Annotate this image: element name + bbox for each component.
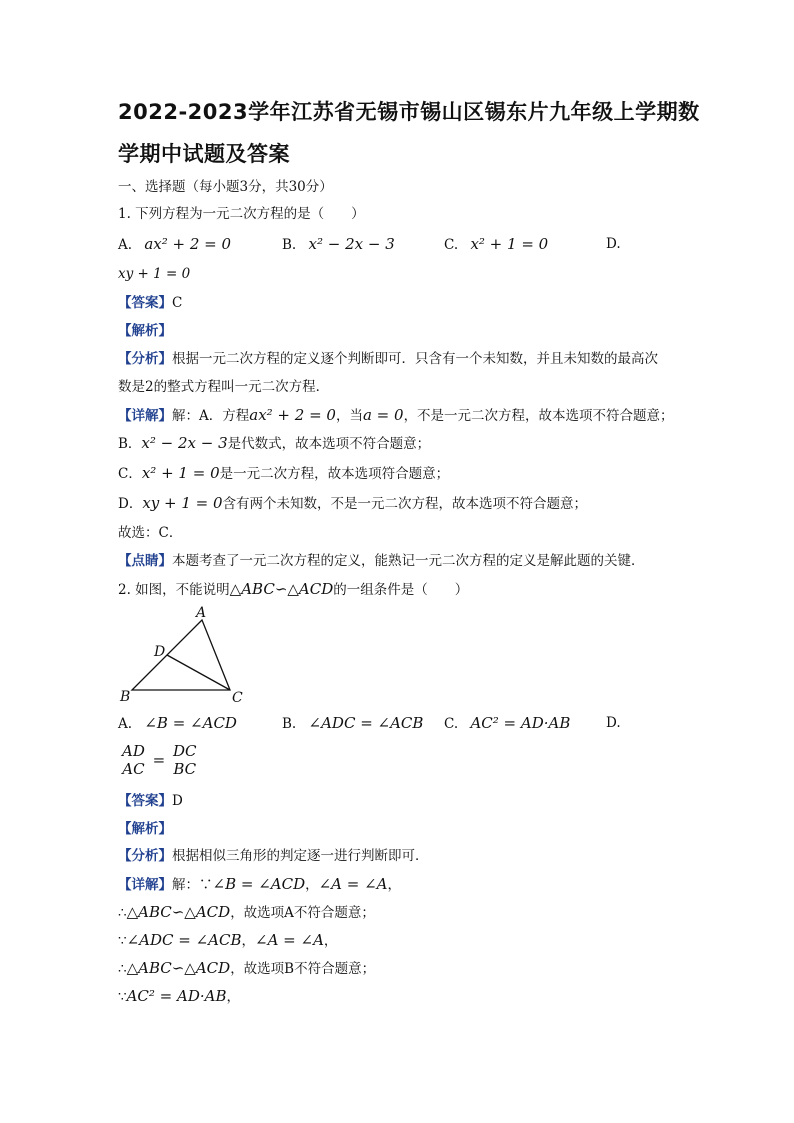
q1-option-a	[118, 234, 231, 255]
q2-stem-math: △ABC∽△ACD	[229, 580, 334, 598]
q1-analysis-tag	[118, 321, 172, 341]
q2-option-c	[444, 713, 570, 734]
q2-option-a	[118, 713, 237, 734]
q2-option-a-label: A.	[118, 716, 133, 732]
q2-answer	[118, 791, 183, 811]
q2-answer-tag: 【答案】	[118, 793, 172, 809]
q2-option-c-math: AC² = AD·AB	[470, 714, 571, 732]
q2-xiangjie-line3	[118, 930, 337, 951]
fraction-equals: =	[152, 751, 166, 769]
q1-xj-d-text1: D．	[118, 496, 143, 512]
q2-l2-text2: ，故选项A不符合题意；	[230, 905, 375, 921]
q2-option-c-label: C.	[444, 716, 459, 732]
q1-answer-tag: 【答案】	[118, 295, 172, 311]
q2-stem-text2: 的一组条件是（ ）	[333, 582, 469, 598]
q2-stem	[118, 579, 468, 600]
q2-l1-text3: ，	[387, 877, 402, 893]
q1-option-c-math: x² + 1 = 0	[470, 235, 549, 253]
q2-analysis-label: 【解析】	[118, 821, 172, 837]
vertex-d-label: D	[154, 644, 166, 660]
q1-option-b-math: x² − 2x − 3	[308, 235, 395, 253]
q2-option-d-fraction	[122, 742, 197, 778]
q1-stem: 1. 下列方程为一元二次方程的是（ ）	[118, 206, 365, 222]
q2-triangle-figure	[112, 604, 252, 708]
q1-option-c-label: C.	[444, 237, 459, 253]
q2-option-d-label: D.	[606, 715, 621, 731]
q1-xiangjie-c	[118, 463, 449, 484]
q2-l1-math2: ∠A = ∠A	[318, 875, 388, 893]
q2-stem-text1: 2. 如图，不能说明	[118, 582, 230, 598]
q1-xj-d-text2: 含有两个未知数，不是一元二次方程，故本选项不符合题意；	[222, 496, 588, 512]
q1-xj-c-text1: C．	[118, 466, 142, 482]
q2-xiangjie-line5	[118, 986, 240, 1007]
q1-dianjing-text: 本题考查了一元二次方程的定义，能熟记一元二次方程的定义是解此题的关键．	[172, 553, 645, 569]
q1-xiangjie-tag: 【详解】	[118, 408, 172, 424]
q2-option-b-math: ∠ADC = ∠ACB	[308, 714, 424, 732]
fraction-right-denominator: BC	[173, 760, 197, 778]
q2-option-a-math: ∠B = ∠ACD	[144, 714, 237, 732]
doc-title-line1: 2022-2023学年江苏省无锡市锡山区锡东片九年级上学期数	[118, 100, 700, 124]
q1-xj-c-math: x² + 1 = 0	[141, 464, 220, 482]
q1-analysis-label: 【解析】	[118, 323, 172, 339]
q1-xj-b-text2: 是代数式，故本选项不符合题意；	[227, 436, 431, 452]
q1-xj-d-math: xy + 1 = 0	[142, 494, 223, 512]
fraction-left-denominator: AC	[122, 760, 145, 778]
q2-l4-text2: ，故选项B不符合题意；	[230, 961, 376, 977]
q1-xiangjie-b	[118, 433, 430, 454]
section-heading: 一、选择题（每小题3分，共30分）	[118, 179, 333, 195]
q2-l3-math2: ∠A = ∠A	[255, 931, 324, 949]
q2-answer-value: D	[172, 793, 183, 809]
q2-l2-math: △ABC∽△ACD	[126, 903, 231, 921]
q1-xj-a-text3: ，不是一元二次方程，故本选项不符合题意；	[403, 408, 674, 424]
q2-option-b-label: B.	[282, 716, 297, 732]
vertex-a-label: A	[196, 605, 207, 621]
q1-xj-b-text1: B．	[118, 436, 142, 452]
q2-l1-text1: 解：∵	[172, 877, 213, 893]
q1-option-d-math: xy + 1 = 0	[118, 266, 191, 282]
q1-fenxi-tag: 【分析】	[118, 351, 172, 367]
segment-cd	[167, 655, 230, 690]
q1-xj-a-math1: ax² + 2 = 0	[249, 406, 336, 424]
q1-option-d-label: D.	[606, 236, 621, 252]
q2-option-b	[282, 713, 423, 734]
q1-option-a-math: ax² + 2 = 0	[144, 235, 232, 253]
q2-fenxi-tag: 【分析】	[118, 848, 172, 864]
q2-analysis-tag	[118, 819, 172, 839]
q2-l1-text2: ，	[305, 877, 319, 893]
q1-answer	[118, 293, 182, 313]
q2-l5-text2: ，	[226, 989, 241, 1005]
fraction-right-numerator: DC	[173, 742, 197, 760]
doc-title-line2: 学期中试题及答案	[118, 142, 290, 166]
q2-l2-text1: ∴	[118, 905, 127, 921]
q2-l3-text1: ∵	[118, 933, 127, 949]
q1-xj-a-text1: 解：A．方程	[172, 408, 250, 424]
q1-xiangjie-d	[118, 493, 587, 514]
q1-xj-c-text2: 是一元二次方程，故本选项符合题意；	[219, 466, 450, 482]
q2-l5-math: AC² = AD·AB	[126, 987, 227, 1005]
q2-xiangjie-tag: 【详解】	[118, 877, 172, 893]
q1-option-c	[444, 234, 548, 255]
q1-xj-b-math: x² − 2x − 3	[141, 434, 228, 452]
q1-xj-a-math2: a = 0	[362, 406, 404, 424]
q2-l4-math: △ABC∽△ACD	[126, 959, 231, 977]
q1-answer-value: C	[172, 295, 183, 311]
q1-dianjing-tag: 【点睛】	[118, 553, 172, 569]
q2-l3-math1: ∠ADC = ∠ACB	[126, 931, 242, 949]
q2-l4-text1: ∴	[118, 961, 127, 977]
q2-fenxi	[118, 846, 429, 866]
q2-fenxi-text: 根据相似三角形的判定逐一进行判断即可．	[172, 848, 429, 864]
q1-dianjing	[118, 551, 645, 571]
q1-option-b	[282, 234, 395, 255]
q2-l1-math1: ∠B = ∠ACD	[212, 875, 306, 893]
fraction-right	[173, 742, 197, 778]
q1-fenxi-line2: 数是2的整式方程叫一元二次方程．	[118, 379, 330, 395]
q1-xiangjie-a	[118, 405, 674, 426]
q2-l3-text2: ，	[241, 933, 256, 949]
q1-choice: 故选：C．	[118, 525, 183, 541]
q2-l3-text3: ，	[323, 933, 338, 949]
vertex-c-label: C	[232, 690, 243, 706]
q1-option-a-label: A.	[118, 237, 133, 253]
q2-l5-text1: ∵	[118, 989, 127, 1005]
q1-fenxi-line1	[118, 349, 658, 369]
q2-xiangjie-line1	[118, 874, 401, 895]
vertex-b-label: B	[120, 689, 131, 705]
q1-option-b-label: B.	[282, 237, 297, 253]
q2-xiangjie-line4	[118, 958, 375, 979]
fraction-left-numerator: AD	[122, 742, 145, 760]
fraction-left	[122, 742, 145, 778]
q2-xiangjie-line2	[118, 902, 375, 923]
triangle-abc	[132, 620, 230, 690]
q1-fenxi-text1: 根据一元二次方程的定义逐个判断即可．只含有一个未知数，并且未知数的最高次	[172, 351, 658, 367]
q1-xj-a-text2: ，当	[335, 408, 363, 424]
